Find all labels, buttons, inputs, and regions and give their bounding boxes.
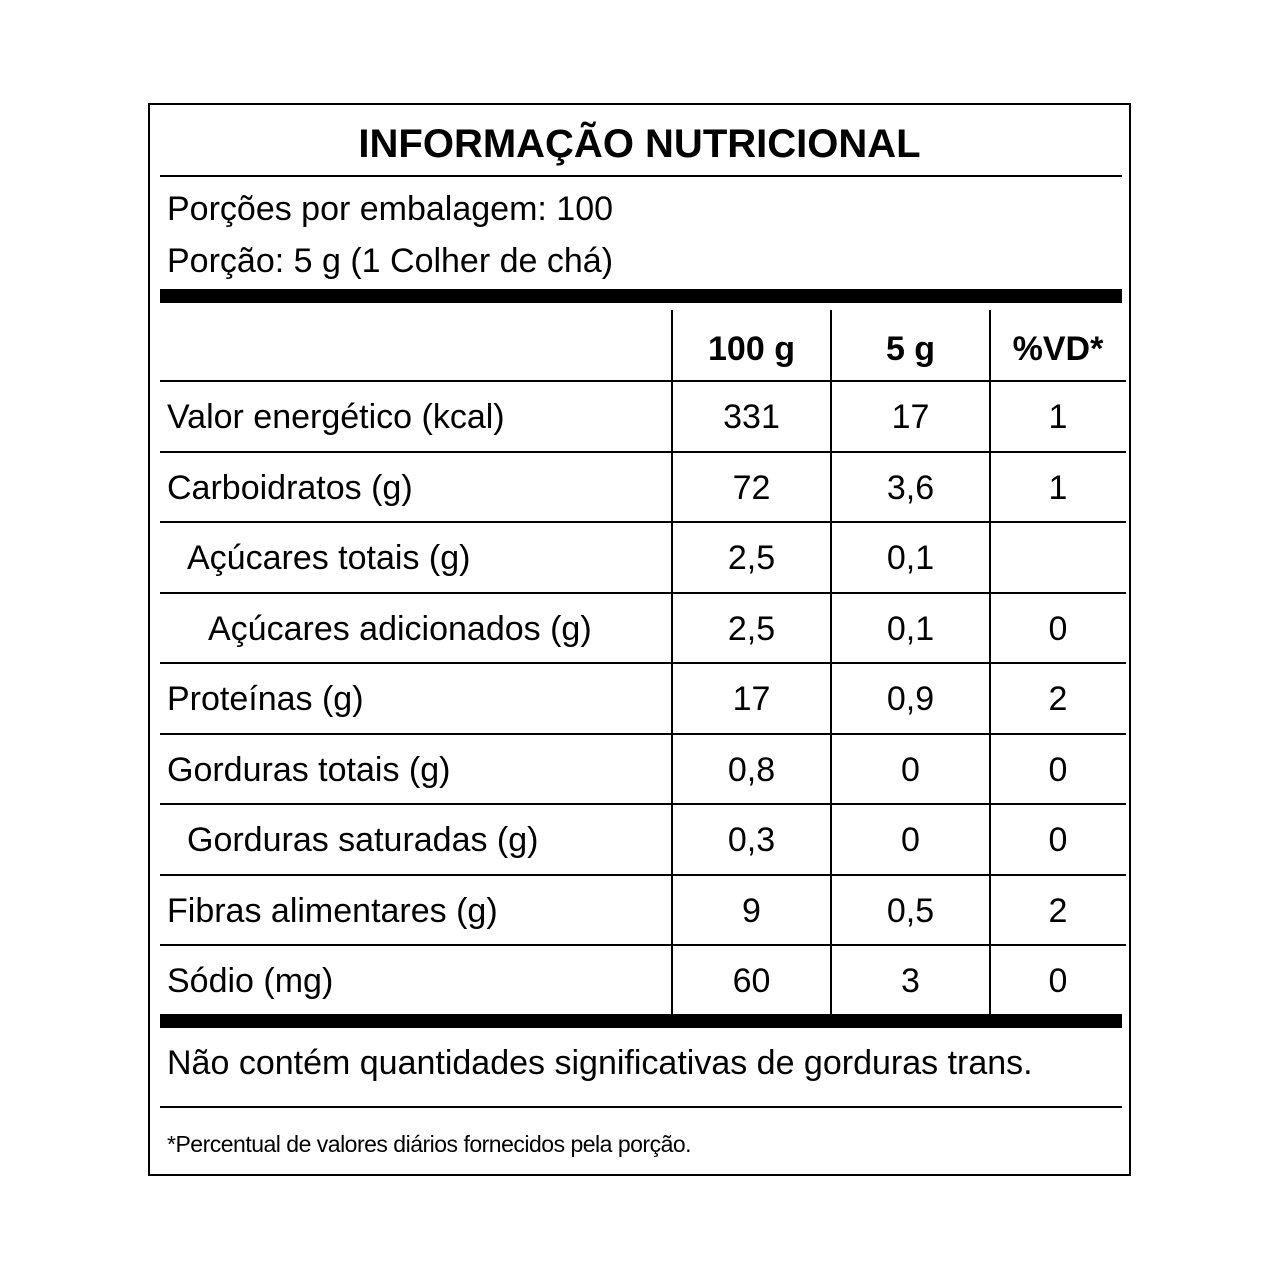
nutrient-value-100g: 0,3 bbox=[727, 821, 776, 859]
nutrient-value-serving: 0,1 bbox=[886, 610, 935, 648]
column-header-100g: 100 g bbox=[708, 330, 795, 368]
table-bottom-thick-divider bbox=[160, 1014, 1122, 1028]
trans-fat-note: Não contém quantidades significativas de gorduras trans. bbox=[167, 1044, 1033, 1082]
nutrient-name: Gorduras saturadas (g) bbox=[187, 821, 539, 859]
nutrient-table bbox=[160, 310, 1126, 1017]
nutrient-value-serving: 0,1 bbox=[886, 539, 935, 577]
column-header-daily-value: %VD* bbox=[1012, 330, 1104, 368]
nutrient-daily-value: 1 bbox=[1048, 469, 1068, 507]
nutrient-value-100g: 72 bbox=[732, 469, 771, 507]
nutrient-daily-value: 0 bbox=[1048, 821, 1068, 859]
nutrient-value-100g: 2,5 bbox=[727, 610, 776, 648]
nutrient-value-serving: 3 bbox=[901, 962, 920, 1000]
nutrient-value-serving: 0,9 bbox=[886, 680, 935, 718]
nutrient-name: Valor energético (kcal) bbox=[167, 398, 505, 436]
nutrient-value-serving: 0,5 bbox=[886, 892, 935, 930]
servings-per-package: Porções por embalagem: 100 bbox=[167, 190, 614, 228]
nutrient-value-100g: 60 bbox=[732, 962, 771, 1000]
nutrient-daily-value bbox=[990, 523, 1126, 593]
nutrient-value-100g: 2,5 bbox=[727, 539, 776, 577]
note-divider bbox=[160, 1106, 1122, 1108]
nutrient-value-100g: 331 bbox=[723, 398, 780, 436]
label-title: INFORMAÇÃO NUTRICIONAL bbox=[358, 122, 921, 166]
nutrient-value-100g: 0,8 bbox=[727, 751, 776, 789]
nutrition-facts-label bbox=[148, 103, 1131, 1176]
nutrient-value-100g: 9 bbox=[742, 892, 761, 930]
nutrient-value-serving: 17 bbox=[891, 398, 930, 436]
nutrient-value-100g: 17 bbox=[732, 680, 771, 718]
nutrient-name: Açúcares totais (g) bbox=[187, 539, 471, 577]
nutrient-daily-value: 2 bbox=[1048, 680, 1068, 718]
serving-size: Porção: 5 g (1 Colher de chá) bbox=[167, 242, 614, 280]
header-thick-divider bbox=[160, 289, 1122, 303]
nutrient-daily-value: 0 bbox=[1048, 610, 1068, 648]
nutrient-daily-value: 0 bbox=[1048, 962, 1068, 1000]
nutrient-name: Carboidratos (g) bbox=[167, 469, 413, 507]
nutrient-daily-value: 2 bbox=[1048, 892, 1068, 930]
nutrient-name: Proteínas (g) bbox=[167, 680, 364, 718]
title-divider bbox=[160, 175, 1122, 177]
nutrient-value-serving: 0 bbox=[901, 751, 920, 789]
column-header-serving: 5 g bbox=[885, 330, 936, 368]
nutrient-daily-value: 1 bbox=[1048, 398, 1068, 436]
nutrient-value-serving: 0 bbox=[901, 821, 920, 859]
nutrient-daily-value: 0 bbox=[1048, 751, 1068, 789]
nutrient-name: Fibras alimentares (g) bbox=[167, 892, 498, 930]
nutrient-name: Açúcares adicionados (g) bbox=[208, 610, 592, 648]
nutrient-name: Sódio (mg) bbox=[167, 962, 334, 1000]
nutrient-name: Gorduras totais (g) bbox=[167, 751, 451, 789]
footnote: *Percentual de valores diários fornecidos pela porção. bbox=[167, 1131, 692, 1157]
nutrient-value-serving: 3,6 bbox=[886, 469, 935, 507]
